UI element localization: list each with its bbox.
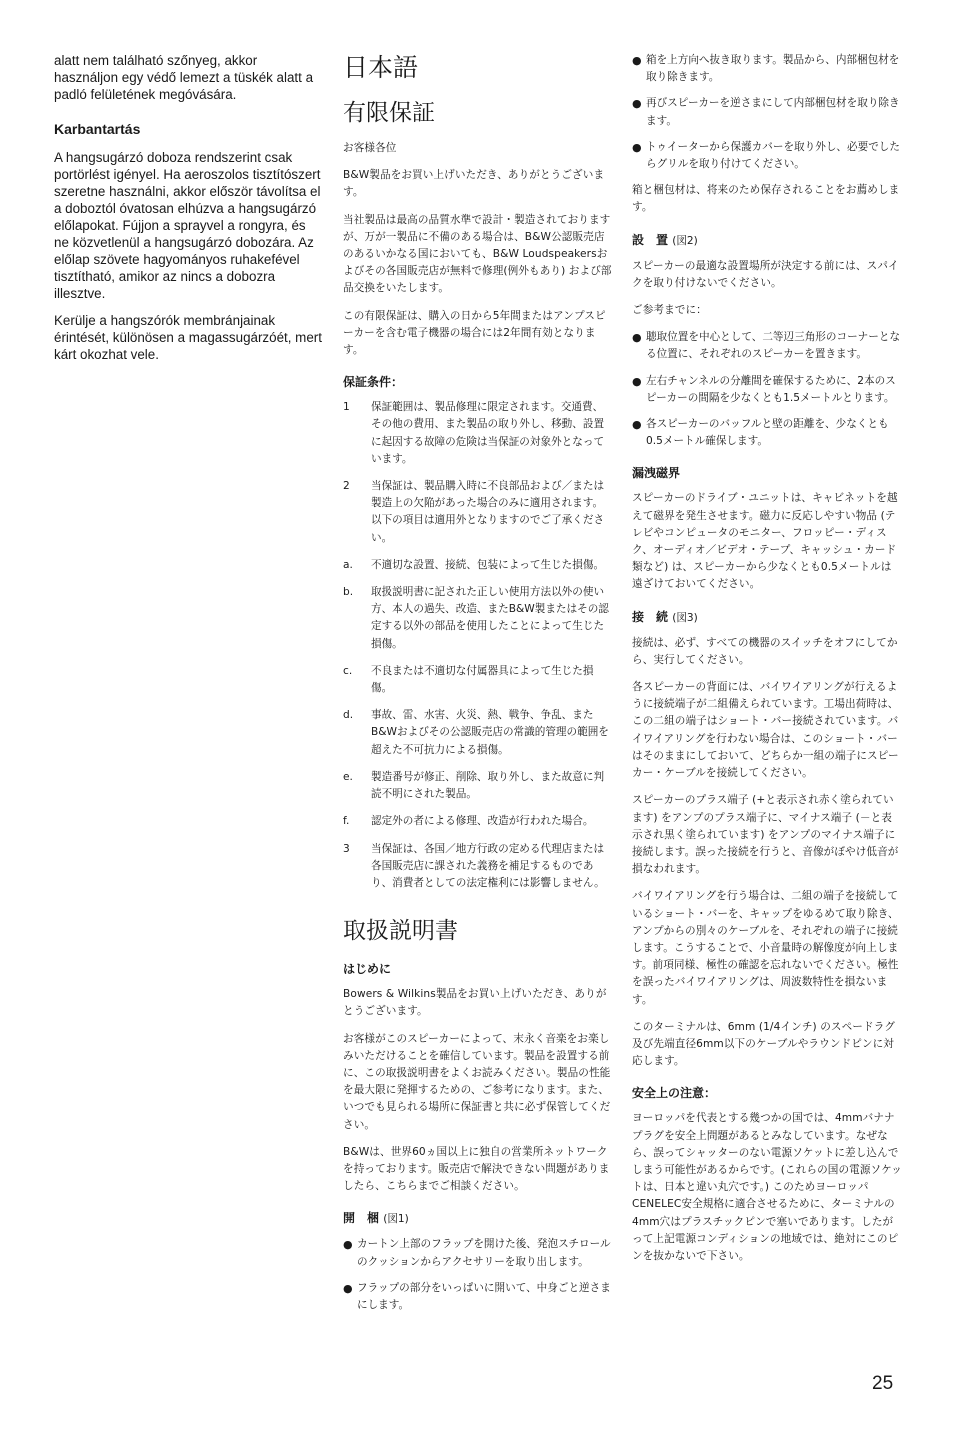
bullet-item	[632, 373, 902, 407]
bullet-item	[632, 95, 902, 129]
connection-paragraph: このターミナルは、6mm (1/4インチ) のスペードラグ及び先端直径6mm以下のケーブルやラウンドピンに対応します。	[632, 1020, 896, 1068]
warranty-paragraph: この有限保証は、購入の日から5年間またはアンプスピーカーを含む電子機器の場合には2年間有効となります。	[343, 309, 606, 357]
intro-heading: はじめに	[343, 962, 392, 977]
safety-paragraph: ヨーロッパを代表とする幾つかの国では、4mmバナナプラグを安全上問題があるとみなしています。なぜなら、誤ってシャッターのない電源ソケットに差し込んでしまう可能性があるからです。(これらの国の電源ソケットは、日本と違い丸穴です。) このためヨーロッパCENELEC安全規格に適合させるために、ターミナルの4mm穴はプラスチックピンで塞いであります。したがって上記電源コンディションの地域では、絶対にこのピンを抜かないで下さい。	[632, 1112, 902, 1262]
condition-text: 不良または不適切な付属器具によって生じた損傷。	[371, 664, 594, 695]
condition-item	[343, 769, 613, 803]
condition-text: 事故、雷、水害、火災、熱、戦争、争乱、またB&Wおよびその公認販売店の常識的管理の範囲を超えた不可抗力による損傷。	[371, 709, 609, 756]
magnetic-field-heading: 漏洩磁界	[632, 466, 681, 481]
intro-paragraph: Bowers & Wilkins製品をお買い上げいただき、ありがとうございます。	[343, 988, 607, 1018]
bullet-item	[632, 139, 902, 173]
condition-text: 不適切な設置、接続、包装によって生じた損傷。	[371, 558, 605, 571]
condition-marker: 1	[343, 401, 350, 414]
japanese-column-2	[632, 52, 902, 1275]
condition-marker: f.	[343, 815, 350, 828]
japanese-column-1	[343, 52, 613, 1323]
condition-item	[343, 841, 613, 893]
manual-title: 取扱説明書	[343, 918, 458, 945]
language-title: 日本語	[343, 53, 419, 82]
setup-heading	[632, 231, 902, 250]
connection-paragraph: 各スピーカーの背面には、バイワイアリングが行えるように接続端子が二組備えられています。工場出荷時は、この二組の端子はショート・バー接続されています。バイワイアリングを行わない場合は、このショート・バーはそのままにしておいて、どちらか一組の端子にスピーカー・ケーブルを接続してください。	[632, 681, 899, 780]
condition-text: 認定外の者による修理、改造が行われた場合。	[371, 815, 594, 828]
setup-heading-text: 設 置	[632, 232, 669, 247]
condition-marker: b.	[343, 586, 354, 599]
maintenance-paragraph: A hangsugárzó doboza rendszerint csak portörlést igényel. Ha aeroszolos tisztítószert szeretne használni, akkor először távolítsa el a doboztól óvatosan elhúzva a hangsugárzó előlapokat. Fújjon a sprayvel a rongyra, és ne közvetlenül a hangsugárzó dobozára. Az előlap szövete hagyományos ruhakefével tisztítható, amikor az nincs a dobozra illesztve.	[54, 150, 321, 301]
condition-text: 取扱説明書に記された正しい使用方法以外の使い方、本人の過失、改造、またB&W製またはその認定する以外の部品を使用したことによって生じた損傷。	[371, 586, 609, 650]
condition-marker: c.	[343, 664, 353, 677]
intro-paragraph: お客様がこのスピーカーによって、末永く音楽をお楽しみいただけることを確信しています。製品を設置する前に、この取扱説明書をよくお読みください。製品の性能を最大限に発揮するための、ご参考になります。また、いつでも見られる場所に保証書と共に必ず保管してください。	[343, 1032, 611, 1131]
condition-item	[343, 663, 613, 697]
maintenance-paragraph-2: Kerülje a hangszórók membránjainak érintését, különösen a magassugárzóét, mert kárt okozhat vele.	[54, 313, 322, 362]
bullet-text: 再びスピーカーを逆さまにして内部梱包材を取り除きます。	[646, 97, 900, 127]
unpacking-heading-text: 開 梱	[343, 1211, 380, 1226]
bullet-text: 左右チャンネルの分離間を確保するために、2本のスピーカーの間隔を少なくとも1.5メートルとります。	[646, 374, 896, 404]
condition-item	[343, 813, 613, 830]
condition-item	[343, 707, 613, 759]
unpacking-heading	[343, 1209, 613, 1228]
conditions-heading: 保証条件：	[343, 375, 404, 390]
setup-paragraph: スピーカーの最適な設置場所が決定する前には、スパイクを取り付けないでください。	[632, 259, 899, 289]
safety-heading: 安全上の注意：	[632, 1086, 717, 1101]
bullet-icon: ●	[632, 97, 642, 111]
figure-reference: (図3)	[672, 611, 698, 624]
bullet-text: 箱を上方向へ抜き取ります。製品から、内部梱包材を取り除きます。	[646, 54, 900, 84]
page-number: 25	[872, 1373, 894, 1394]
figure-reference: (図1)	[383, 1213, 409, 1226]
connection-heading	[632, 608, 902, 627]
bullet-icon: ●	[343, 1281, 353, 1295]
connection-paragraph: スピーカーのプラス端子 (+と表示され赤く塗られています) をアンプのプラス端子に、マイナス端子 (－と表示され黒く塗られています) をアンプのマイナス端子に接続します。誤った接続を行うと、音像がぼやけ低音が損なわれます。	[632, 794, 899, 876]
condition-item	[343, 399, 613, 468]
bullet-icon: ●	[343, 1238, 353, 1252]
intro-paragraph: alatt nem található szőnyeg, akkor használjon egy védő lemezt a tüskék alatt a padló felületének megóvására.	[54, 53, 314, 102]
bullet-item	[343, 1236, 613, 1270]
bullet-text: トゥイーターから保護カバーを取り外し、必要でしたらグリルを取り付けてください。	[646, 140, 900, 171]
condition-marker: 2	[343, 480, 350, 493]
warranty-paragraph: 当社製品は最高の品質水準で設計・製造されておりますが、万が一製品に不備のある場合は、B&W公認販売店のあるいかなる国においても、B&W Loudspeakersおよびその各国販売店が無料で修理(例外もあり) および部品交換をいたします。	[343, 213, 612, 295]
warranty-title: 有限保証	[343, 100, 435, 126]
condition-text: 当保証は、各国／地方行政の定める代理店または各国販売店に課された義務を補足するものであり、消費者としての法定権利には影響しません。	[371, 842, 605, 889]
bullet-icon: ●	[632, 418, 642, 432]
figure-reference: (図2)	[672, 234, 698, 247]
conditions-list	[343, 399, 613, 892]
hungarian-column	[54, 52, 324, 373]
condition-item	[343, 557, 613, 574]
maintenance-heading: Karbantartás	[54, 121, 141, 137]
condition-marker: d.	[343, 709, 354, 722]
bullet-item	[632, 52, 902, 86]
setup-paragraph: ご参考までに：	[632, 304, 707, 317]
magnetic-field-paragraph: スピーカーのドライブ・ユニットは、キャビネットを越えて磁界を発生させます。磁力に反応しやすい物品 (テレビやコンピュータのモニター、フロッピー・ディスク、オーディオ／ビデオ・テープ、キャッシュ・カード類など) は、スピーカーから少なくとも0.5メートルは遠ざけておいてください。	[632, 492, 898, 591]
warranty-paragraph: B&W製品をお買い上げいただき、ありがとうございます。	[343, 169, 605, 199]
bullet-icon: ●	[632, 331, 642, 345]
bullet-text: 聴取位置を中心として、二等辺三角形のコーナーとなる位置に、それぞれのスピーカーを置きます。	[646, 331, 901, 361]
bullet-item	[343, 1280, 613, 1314]
bullet-icon: ●	[632, 140, 642, 154]
bullet-text: フラップの部分をいっぱいに開いて、中身ごと逆さまにします。	[357, 1281, 611, 1311]
bullet-item	[632, 416, 902, 450]
intro-paragraph: B&Wは、世界60ヵ国以上に独自の営業所ネットワークを持っております。販売店で解決できない問題がありましたら、こちらまでご相談ください。	[343, 1145, 610, 1193]
connection-paragraph: 接続は、必ず、すべての機器のスイッチをオフにしてから、実行してください。	[632, 636, 898, 666]
bullet-icon: ●	[632, 54, 642, 67]
bullet-text: カートン上部のフラップを開けた後、発泡スチロールのクッションからアクセサリーを取り出します。	[357, 1238, 611, 1268]
condition-item	[343, 584, 613, 653]
condition-text: 製造番号が修正、削除、取り外し、また故意に判読不明にされた製品。	[371, 770, 605, 801]
condition-text: 当保証は、製品購入時に不良部品および／または製造上の欠陥があった場合のみに適用されます。以下の項目は適用外となりますのでご了承ください。	[371, 480, 605, 544]
bullet-icon: ●	[632, 374, 642, 388]
keep-packaging-paragraph: 箱と梱包材は、将来のため保存されることをお薦めします。	[632, 184, 900, 214]
condition-marker: a.	[343, 558, 353, 571]
condition-marker: e.	[343, 770, 353, 783]
condition-text: 保証範囲は、製品修理に限定されます。交通費、その他の費用、また製品の取り外し、移動、設置に起因する故障の危険は当保証の対象外となっています。	[371, 401, 605, 465]
condition-marker: 3	[343, 842, 350, 855]
warranty-paragraph: お客様各位	[343, 142, 397, 154]
condition-item	[343, 478, 613, 547]
connection-paragraph: バイワイアリングを行う場合は、二組の端子を接続しているショート・バーを、キャップをゆるめて取り除き、アンプからの別々のケーブルを、それぞれの端子に接続します。こうすることで、小音量時の解像度が向上します。前項同様、極性の確認を忘れないでください。極性を誤ったバイワイアリングは、周波数特性を損ないます。	[632, 890, 899, 1006]
bullet-item	[632, 329, 902, 363]
bullet-text: 各スピーカーのバッフルと壁の距離を、少なくとも0.5メートル確保します。	[646, 418, 889, 448]
connection-heading-text: 接 続	[632, 609, 669, 624]
